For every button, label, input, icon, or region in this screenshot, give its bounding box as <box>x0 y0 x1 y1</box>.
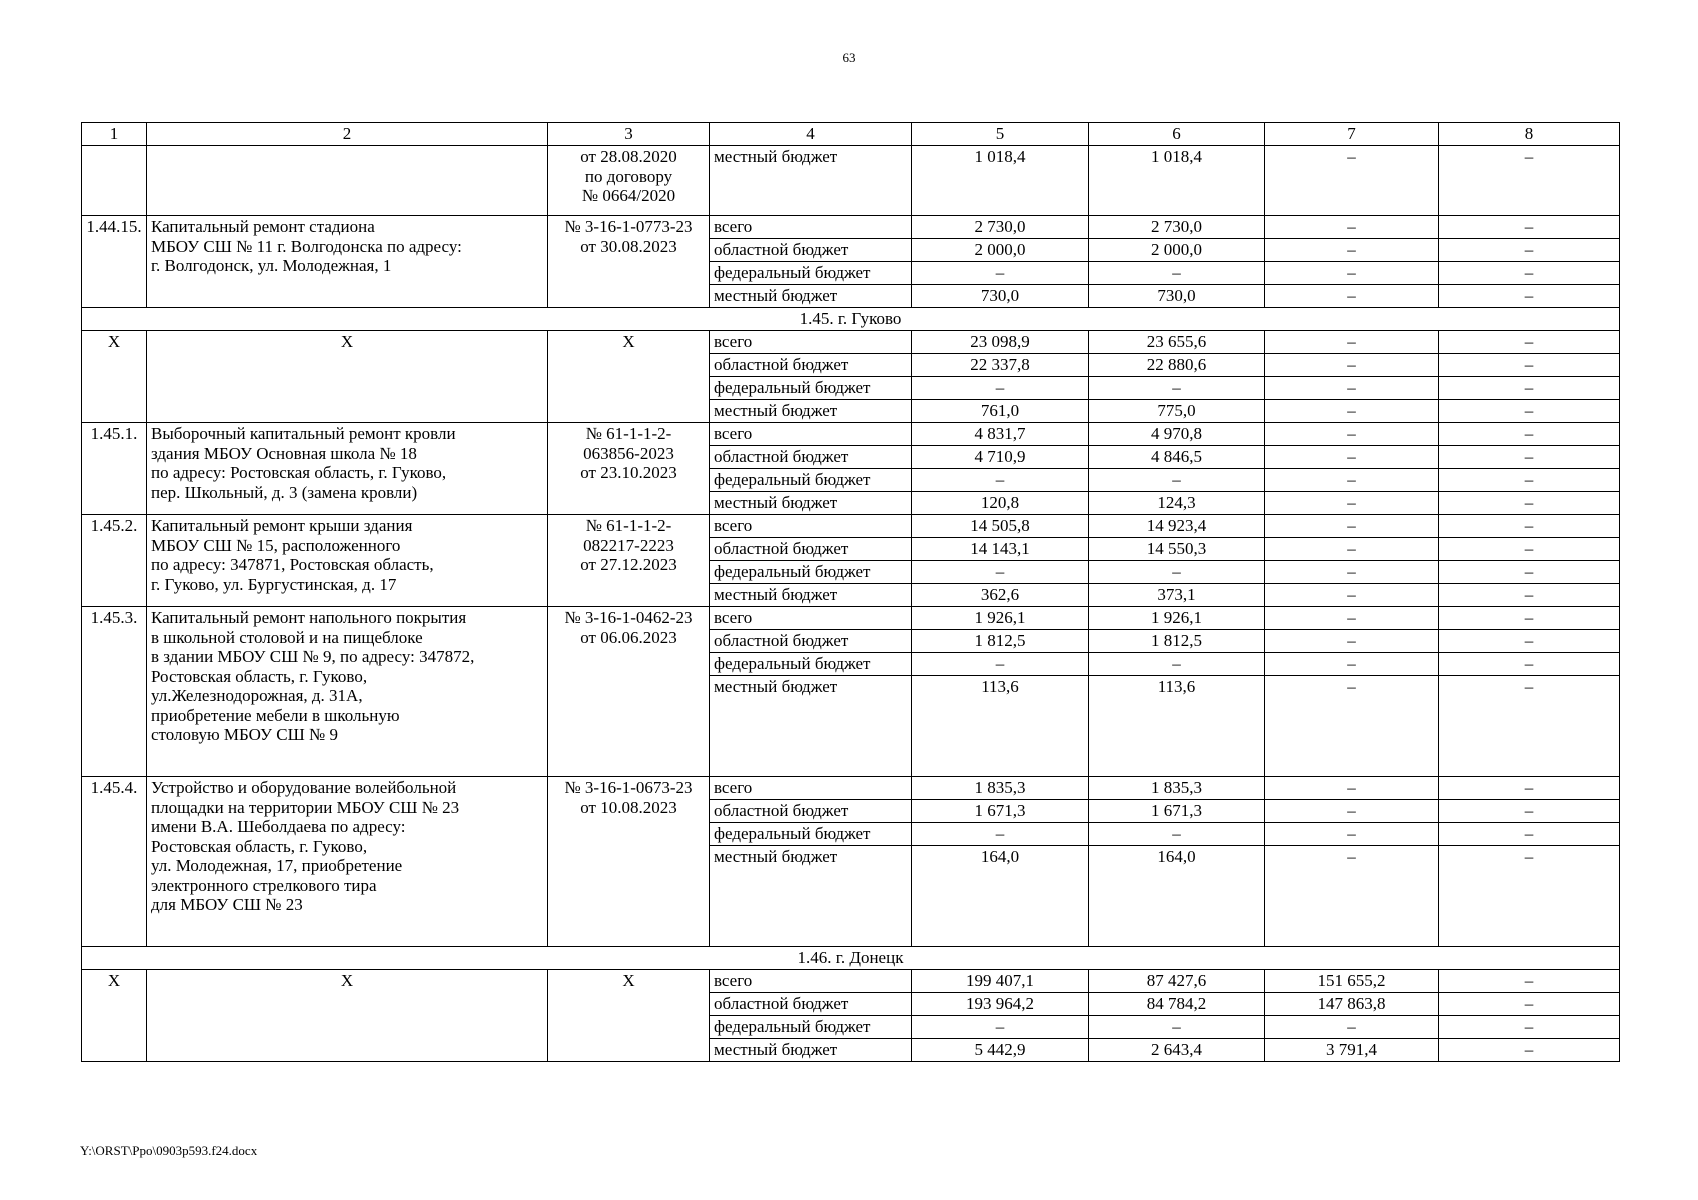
contract-line: № 3-16-1-0673-23 <box>564 778 693 797</box>
budget-type: федеральный бюджет <box>710 823 912 846</box>
budget-type: местный бюджет <box>710 676 912 777</box>
col7-value: – <box>1265 607 1439 630</box>
col6-value: 164,0 <box>1089 846 1265 947</box>
col5-value: 362,6 <box>912 584 1089 607</box>
col5-value: – <box>912 823 1089 846</box>
col5-value: 1 926,1 <box>912 607 1089 630</box>
col7-value: 151 655,2 <box>1265 970 1439 993</box>
col8-value: – <box>1439 423 1620 446</box>
item-contract <box>548 515 710 607</box>
col8-value: – <box>1439 970 1620 993</box>
col7-value: – <box>1265 354 1439 377</box>
x-marker: Х <box>82 331 147 423</box>
col5-value: 4 831,7 <box>912 423 1089 446</box>
desc-line: здания МБОУ Основная школа № 18 <box>151 443 417 463</box>
x-marker: Х <box>147 331 548 423</box>
header-col-6: 6 <box>1089 123 1265 146</box>
col6-value: – <box>1089 653 1265 676</box>
col5-value: 1 018,4 <box>912 146 1089 216</box>
col6-value: 1 812,5 <box>1089 630 1265 653</box>
item-contract <box>548 423 710 515</box>
section-title: 1.45. г. Гуково <box>82 308 1620 331</box>
col8-value: – <box>1439 262 1620 285</box>
col5-value: 193 964,2 <box>912 993 1089 1016</box>
desc-line: г. Гуково, ул. Бургустинская, д. 17 <box>151 574 397 594</box>
col7-value: 147 863,8 <box>1265 993 1439 1016</box>
budget-type: местный бюджет <box>710 285 912 308</box>
budget-table <box>81 122 1620 1062</box>
contract-cell <box>548 146 710 216</box>
contract-line: от 23.10.2023 <box>580 463 677 483</box>
budget-type: федеральный бюджет <box>710 1016 912 1039</box>
budget-type: всего <box>710 607 912 630</box>
col8-value: – <box>1439 331 1620 354</box>
item-description <box>147 515 548 607</box>
desc-line: ул. Молодежная, 17, приобретение <box>151 856 403 876</box>
contract-line: от 10.08.2023 <box>580 797 677 817</box>
desc-line: Устройство и оборудование волейбольной <box>151 778 457 797</box>
col8-value: – <box>1439 777 1620 800</box>
budget-type: местный бюджет <box>710 400 912 423</box>
col5-value: – <box>912 653 1089 676</box>
col6-value: 4 846,5 <box>1089 446 1265 469</box>
col8-value: – <box>1439 377 1620 400</box>
header-col-5: 5 <box>912 123 1089 146</box>
col8-value: – <box>1439 993 1620 1016</box>
table-row <box>82 331 1620 354</box>
budget-type: всего <box>710 423 912 446</box>
col5-value: 22 337,8 <box>912 354 1089 377</box>
item-description <box>147 423 548 515</box>
col6-value: – <box>1089 262 1265 285</box>
budget-type: областной бюджет <box>710 630 912 653</box>
col7-value: – <box>1265 653 1439 676</box>
col6-value: 87 427,6 <box>1089 970 1265 993</box>
desc-line: столовую МБОУ СШ № 9 <box>151 725 338 745</box>
col8-value: – <box>1439 400 1620 423</box>
desc-line: г. Волгодонск, ул. Молодежная, 1 <box>151 256 392 276</box>
item-description <box>147 607 548 777</box>
col7-value: – <box>1265 216 1439 239</box>
budget-type: местный бюджет <box>710 492 912 515</box>
col6-value: 124,3 <box>1089 492 1265 515</box>
col6-value: 1 835,3 <box>1089 777 1265 800</box>
description-cell <box>147 146 548 216</box>
desc-line: Капитальный ремонт стадиона <box>151 217 375 236</box>
col6-value: 1 926,1 <box>1089 607 1265 630</box>
header-col-2: 2 <box>147 123 548 146</box>
code-cell <box>82 146 147 216</box>
col5-value: – <box>912 1016 1089 1039</box>
col8-value: – <box>1439 285 1620 308</box>
col6-value: 2 643,4 <box>1089 1039 1265 1062</box>
desc-line: в здании МБОУ СШ № 9, по адресу: 347872, <box>151 647 475 667</box>
desc-line: электронного стрелкового тира <box>151 875 377 895</box>
budget-type: всего <box>710 515 912 538</box>
col6-value: – <box>1089 377 1265 400</box>
col5-value: 730,0 <box>912 285 1089 308</box>
col5-value: 199 407,1 <box>912 970 1089 993</box>
col8-value: – <box>1439 538 1620 561</box>
col8-value: – <box>1439 515 1620 538</box>
col7-value: – <box>1265 492 1439 515</box>
col6-value: 2 000,0 <box>1089 239 1265 262</box>
col7-value: 3 791,4 <box>1265 1039 1439 1062</box>
table-row <box>82 515 1620 538</box>
col6-value: 730,0 <box>1089 285 1265 308</box>
desc-line: по адресу: 347871, Ростовская область, <box>151 555 434 575</box>
col7-value: – <box>1265 446 1439 469</box>
contract-line: от 28.08.2020 <box>580 147 677 166</box>
col7-value: – <box>1265 377 1439 400</box>
budget-type: местный бюджет <box>710 584 912 607</box>
col6-value: – <box>1089 823 1265 846</box>
desc-line: площадки на территории МБОУ СШ № 23 <box>151 797 460 817</box>
col6-value: 113,6 <box>1089 676 1265 777</box>
desc-line: приобретение мебели в школьную <box>151 705 400 725</box>
desc-line: МБОУ СШ № 15, расположенного <box>151 535 401 555</box>
col7-value: – <box>1265 630 1439 653</box>
budget-type: всего <box>710 331 912 354</box>
budget-type: областной бюджет <box>710 239 912 262</box>
budget-type: федеральный бюджет <box>710 469 912 492</box>
header-col-8: 8 <box>1439 123 1620 146</box>
col5-value: 1 812,5 <box>912 630 1089 653</box>
contract-line: № 0664/2020 <box>581 186 676 206</box>
footer-file-path: Y:\ORST\Ppo\0903p593.f24.docx <box>80 1143 258 1158</box>
col8-value: – <box>1439 846 1620 947</box>
budget-type: областной бюджет <box>710 993 912 1016</box>
header-col-4: 4 <box>710 123 912 146</box>
col5-value: 14 505,8 <box>912 515 1089 538</box>
col8-value: – <box>1439 469 1620 492</box>
col6-value: 1 018,4 <box>1089 146 1265 216</box>
item-contract <box>548 607 710 777</box>
col7-value: – <box>1265 262 1439 285</box>
col6-value: 1 671,3 <box>1089 800 1265 823</box>
table-row <box>82 216 1620 239</box>
contract-line: 063856-2023 <box>583 443 674 463</box>
table-row <box>82 146 1620 216</box>
desc-line: ул.Железнодорожная, д. 31А, <box>151 686 363 706</box>
col6-value: 14 923,4 <box>1089 515 1265 538</box>
col6-value: 84 784,2 <box>1089 993 1265 1016</box>
budget-type: местный бюджет <box>710 146 912 216</box>
col7-value: – <box>1265 846 1439 947</box>
col6-value: 2 730,0 <box>1089 216 1265 239</box>
col8-value: – <box>1439 1039 1620 1062</box>
item-code: 1.45.4. <box>82 777 147 947</box>
col6-value: 23 655,6 <box>1089 331 1265 354</box>
col8-value: – <box>1439 653 1620 676</box>
item-code: 1.44.15. <box>82 216 147 308</box>
col8-value: – <box>1439 676 1620 777</box>
table-row <box>82 607 1620 630</box>
col8-value: – <box>1439 354 1620 377</box>
item-code: 1.45.3. <box>82 607 147 777</box>
budget-type: областной бюджет <box>710 446 912 469</box>
col5-value: – <box>912 377 1089 400</box>
col6-value: 14 550,3 <box>1089 538 1265 561</box>
col5-value: 113,6 <box>912 676 1089 777</box>
col6-value: – <box>1089 469 1265 492</box>
desc-line: Выборочный капитальный ремонт кровли <box>151 424 456 443</box>
col5-value: 164,0 <box>912 846 1089 947</box>
budget-type: всего <box>710 216 912 239</box>
budget-type: всего <box>710 777 912 800</box>
col8-value: – <box>1439 584 1620 607</box>
col5-value: 23 098,9 <box>912 331 1089 354</box>
col8-value: – <box>1439 800 1620 823</box>
col7-value: – <box>1265 400 1439 423</box>
page-number: 63 <box>842 50 856 65</box>
contract-line: от 30.08.2023 <box>580 236 677 256</box>
section-row <box>82 947 1620 970</box>
col6-value: 4 970,8 <box>1089 423 1265 446</box>
col5-value: 2 730,0 <box>912 216 1089 239</box>
desc-line: по адресу: Ростовская область, г. Гуково, <box>151 463 447 483</box>
x-marker: Х <box>548 331 710 423</box>
col8-value: – <box>1439 146 1620 216</box>
col7-value: – <box>1265 823 1439 846</box>
budget-type: федеральный бюджет <box>710 377 912 400</box>
col7-value: – <box>1265 777 1439 800</box>
col5-value: 14 143,1 <box>912 538 1089 561</box>
budget-type: местный бюджет <box>710 846 912 947</box>
desc-line: для МБОУ СШ № 23 <box>151 895 303 915</box>
col8-value: – <box>1439 492 1620 515</box>
col8-value: – <box>1439 823 1620 846</box>
col5-value: – <box>912 561 1089 584</box>
desc-line: Ростовская область, г. Гуково, <box>151 836 368 856</box>
col7-value: – <box>1265 331 1439 354</box>
contract-line: № 61-1-1-2- <box>585 424 672 443</box>
contract-line: № 3-16-1-0773-23 <box>564 217 693 236</box>
desc-line: пер. Школьный, д. 3 (замена кровли) <box>151 482 418 502</box>
budget-type: всего <box>710 970 912 993</box>
col5-value: 1 835,3 <box>912 777 1089 800</box>
budget-type: федеральный бюджет <box>710 561 912 584</box>
col5-value: 120,8 <box>912 492 1089 515</box>
budget-type: федеральный бюджет <box>710 653 912 676</box>
col7-value: – <box>1265 584 1439 607</box>
desc-line: имени В.А. Шеболдаева по адресу: <box>151 817 406 837</box>
col7-value: – <box>1265 515 1439 538</box>
col5-value: – <box>912 262 1089 285</box>
col6-value: – <box>1089 1016 1265 1039</box>
budget-type: местный бюджет <box>710 1039 912 1062</box>
contract-line: по договору <box>584 166 673 186</box>
header-col-3: 3 <box>548 123 710 146</box>
contract-line: № 61-1-1-2- <box>585 516 672 535</box>
desc-line: МБОУ СШ № 11 г. Волгодонска по адресу: <box>151 236 462 256</box>
col5-value: – <box>912 469 1089 492</box>
budget-type: федеральный бюджет <box>710 262 912 285</box>
col6-value: 373,1 <box>1089 584 1265 607</box>
col7-value: – <box>1265 800 1439 823</box>
col7-value: – <box>1265 676 1439 777</box>
col7-value: – <box>1265 1016 1439 1039</box>
x-marker: Х <box>82 970 147 1062</box>
x-marker: Х <box>548 970 710 1062</box>
contract-line: № 3-16-1-0462-23 <box>564 608 693 627</box>
item-code: 1.45.2. <box>82 515 147 607</box>
col5-value: 761,0 <box>912 400 1089 423</box>
col6-value: 22 880,6 <box>1089 354 1265 377</box>
col6-value: 775,0 <box>1089 400 1265 423</box>
col5-value: 2 000,0 <box>912 239 1089 262</box>
header-row <box>82 123 1620 146</box>
col7-value: – <box>1265 561 1439 584</box>
header-col-7: 7 <box>1265 123 1439 146</box>
col8-value: – <box>1439 239 1620 262</box>
col7-value: – <box>1265 423 1439 446</box>
desc-line: Капитальный ремонт напольного покрытия <box>151 608 467 627</box>
item-description <box>147 777 548 947</box>
col7-value: – <box>1265 285 1439 308</box>
section-title: 1.46. г. Донецк <box>82 947 1620 970</box>
col7-value: – <box>1265 146 1439 216</box>
section-row <box>82 308 1620 331</box>
col7-value: – <box>1265 469 1439 492</box>
header-col-1: 1 <box>82 123 147 146</box>
col8-value: – <box>1439 446 1620 469</box>
desc-line: в школьной столовой и на пищеблоке <box>151 627 423 647</box>
col5-value: 5 442,9 <box>912 1039 1089 1062</box>
budget-type: областной бюджет <box>710 354 912 377</box>
item-code: 1.45.1. <box>82 423 147 515</box>
table-row <box>82 777 1620 800</box>
col7-value: – <box>1265 538 1439 561</box>
col7-value: – <box>1265 239 1439 262</box>
budget-type: областной бюджет <box>710 538 912 561</box>
item-contract <box>548 777 710 947</box>
col8-value: – <box>1439 630 1620 653</box>
desc-line: Капитальный ремонт крыши здания <box>151 516 413 535</box>
col8-value: – <box>1439 561 1620 584</box>
col8-value: – <box>1439 216 1620 239</box>
col8-value: – <box>1439 607 1620 630</box>
item-description <box>147 216 548 308</box>
col5-value: 1 671,3 <box>912 800 1089 823</box>
table-row <box>82 423 1620 446</box>
col5-value: 4 710,9 <box>912 446 1089 469</box>
contract-line: от 06.06.2023 <box>580 627 677 647</box>
contract-line: 082217-2223 <box>583 535 674 555</box>
x-marker: Х <box>147 970 548 1062</box>
budget-type: областной бюджет <box>710 800 912 823</box>
item-contract <box>548 216 710 308</box>
col6-value: – <box>1089 561 1265 584</box>
contract-line: от 27.12.2023 <box>580 555 677 575</box>
table-row <box>82 970 1620 993</box>
col8-value: – <box>1439 1016 1620 1039</box>
desc-line: Ростовская область, г. Гуково, <box>151 666 368 686</box>
